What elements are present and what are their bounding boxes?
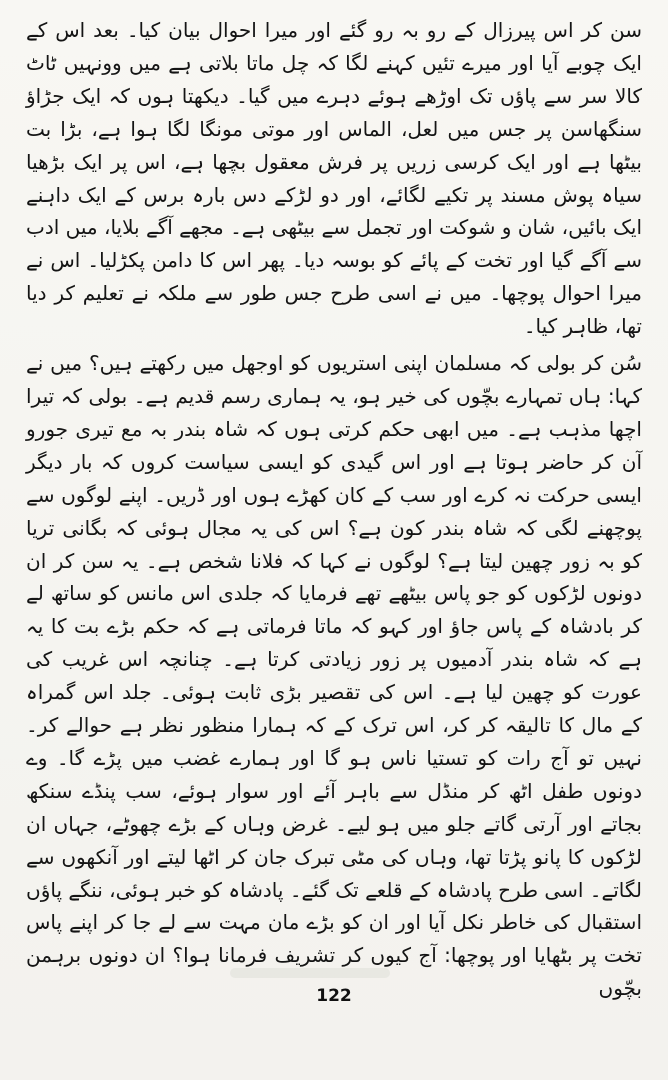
paragraph-2: سُن کر بولی کہ مسلمان اپنی استریوں کو اوجھل میں رکھتے ہیں؟ میں نے کہا: ہاں تمہارے بچّوں کی خیر ہو، یہ ہماری رسم قدیم ہے۔ بولی کہ تیرا اچھا مذہب ہے۔ میں ابھی حکم کرتی ہوں کہ شاہ بندر بہ مع تیری جورو آن کر حاضر ہوتا ہے اور اس گیدی کو ایسی سیاست کروں کہ بار دیگر ایسی حرکت نہ کرے اور سب کے کان کھڑے ہوں اور ڈریں۔ اپنے لوگوں سے پوچھنے لگی کہ شاہ بندر کون ہے؟ اس کی یہ مجال ہوئی کہ بگانی تریا کو بہ زور چھین لیتا ہے؟ لوگوں نے کہا کہ فلانا شخص ہے۔ یہ سن کر ان دونوں لڑکوں کو جو پاس بیٹھے تھے فرمایا کہ جلدی اس مانس کو ساتھ لے کر بادشاہ کے پاس جاؤ اور کہو کہ ماتا فرماتی ہے کہ حکم بڑے بت کا یہ ہے کہ شاہ بندر آدمیوں پر زور زیادتی کرتا ہے۔ چنانچہ اس غریب کی عورت کو چھین لیا ہے۔ اس کی تقصیر بڑی ثابت ہوئی۔ جلد اس گمراہ کے مال کا تالیقہ کر کر، اس ترک کے کہ ہمارا منظور نظر ہے حوالے کر۔ نہیں تو آج رات کو تستیا ناس ہو گا اور ہمارے غضب میں پڑے گا۔ وے دونوں طفل اٹھ کر منڈل سے باہر آئے اور سوار ہوئے، سب پنڈے سنکھ بجاتے اور آرتی گاتے جلو میں ہو لیے۔ غرض وہاں کے بڑے چھوٹے، جہاں ان لڑکوں کا پانو پڑتا تھا، وہاں کی مٹی تبرک جان کر اٹھا لیتے اور آنکھوں سے لگاتے۔ اسی طرح پادشاہ کے قلعے تک گئے۔ پادشاہ کو خبر ہوئی، ننگے پاؤں استقبال کی خاطر نکل آیا اور ان کو بڑے مان مہت سے لے جا کر اپنے پاس تخت پر بٹھایا اور پوچھا: آج کیوں کر تشریف فرمانا ہوا؟ ان دونوں برہمن بچّوں xyxy=(26,351,642,1001)
scan-smudge xyxy=(230,968,390,978)
page-number: 122 xyxy=(316,986,352,1006)
page-body-text xyxy=(26,14,642,1005)
paragraph-1: سن کر اس پیرزال کے رو بہ رو گئے اور میرا احوال بیان کیا۔ بعد اس کے ایک چوبے آیا اور میرے تئیں کہنے لگا کہ چل ماتا بلاتی ہے میں وونہیں ٹاٹ کالا سر سے پاؤں تک اوڑھے ہوئے دہرے میں گیا۔ دیکھتا ہوں کہ ایک جڑاؤ سنگھاسن پر جس میں لعل، الماس اور موتی مونگا لگا ہوا ہے، بڑا بت بیٹھا ہے اور ایک کرسی زریں پر فرش معقول بچھا ہے، اس پر ایک بڑھیا سیاہ پوش مسند پر تکیے لگائے، اور دو لڑکے دس بارہ برس کے ایک داہنے ایک بائیں، شان و شوکت اور تجمل سے بیٹھی ہے۔ مجھے آگے بلایا، میں ادب سے آگے گیا اور تخت کے پائے کو بوسہ دیا۔ پھر اس کا دامن پکڑلیا۔ اس نے میرا احوال پوچھا۔ میں نے اسی طرح جس طور سے ملکہ نے تعلیم کر دیا تھا، ظاہر کیا۔ xyxy=(26,18,642,339)
